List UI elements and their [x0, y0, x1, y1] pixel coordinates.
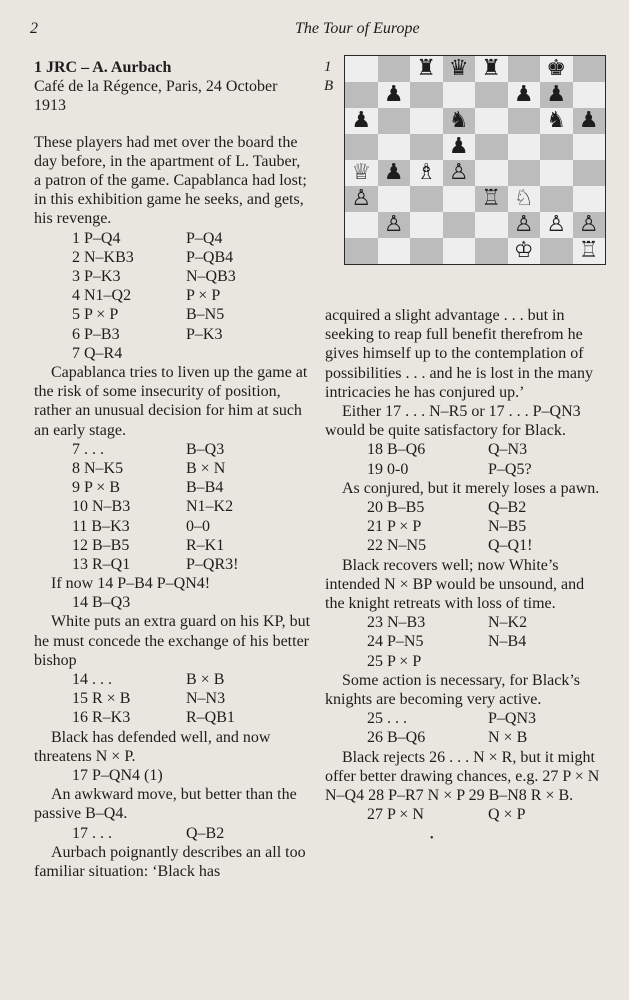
black-move: Q–Q1! — [488, 537, 533, 555]
chess-piece: ♞ — [448, 108, 469, 133]
board-square — [345, 56, 378, 82]
white-move: 8 N–K5 — [72, 459, 124, 477]
white-move: 19 0-0 — [367, 460, 409, 478]
board-square — [540, 186, 573, 212]
move-pair — [34, 325, 311, 344]
board-square — [573, 134, 606, 160]
move-pair — [34, 517, 311, 536]
black-move: Q–N3 — [488, 441, 528, 459]
annotation: An awkward move, but better than the passive B–Q4. — [34, 786, 297, 823]
move-pair — [34, 824, 311, 843]
white-move: 12 B–B5 — [72, 536, 130, 554]
move-pair — [325, 613, 601, 632]
board-square — [573, 160, 606, 186]
white-move: 2 N–KB3 — [72, 248, 134, 266]
board-square — [443, 56, 476, 82]
board-square — [475, 238, 508, 264]
black-move: P–Q4 — [186, 229, 223, 247]
annotation: Black has defended well, and now threatens N × P. — [34, 728, 271, 765]
board-square — [410, 56, 443, 82]
move-pair — [34, 286, 311, 305]
move-pair — [34, 536, 311, 555]
diagram-label — [324, 58, 333, 96]
board-square — [378, 238, 411, 264]
board-square — [378, 160, 411, 186]
page-number: 2 — [30, 20, 38, 37]
printing-mark: • — [430, 833, 434, 844]
annotation: As conjured, but it merely loses a pawn. — [342, 479, 600, 497]
board-square — [475, 82, 508, 108]
white-move: 18 B–Q6 — [367, 441, 426, 459]
board-square — [345, 160, 378, 186]
annotation: Capablanca tries to liven up the game at the risk of some insecurity of position, rather an unusual decision for him at such an early stage. — [34, 363, 308, 439]
chess-piece: ♙ — [351, 186, 372, 211]
chess-piece: ♖ — [578, 238, 599, 263]
board-square — [378, 212, 411, 238]
black-move: Q–B2 — [186, 824, 225, 842]
move-pair — [34, 708, 311, 727]
board-square — [475, 108, 508, 134]
board-square — [443, 212, 476, 238]
move-pair — [34, 478, 311, 497]
board-square — [410, 160, 443, 186]
running-title: The Tour of Europe — [295, 20, 420, 37]
board-square — [345, 186, 378, 212]
black-move: N–N3 — [186, 690, 226, 708]
board-square — [378, 108, 411, 134]
page-header — [30, 20, 599, 46]
move-pair — [34, 497, 311, 516]
move-line: 17 P–QN4 (1) — [72, 767, 163, 785]
chess-piece: ♟ — [351, 108, 372, 133]
chess-piece: ♟ — [383, 160, 404, 185]
move-pair — [34, 555, 311, 574]
black-move: N–B5 — [488, 518, 527, 536]
white-move: 11 B–K3 — [72, 517, 130, 535]
annotation: Aurbach poignantly describes an all too familiar situation: ‘Black has — [34, 843, 306, 881]
chess-piece: ♗ — [416, 160, 437, 185]
white-move: 17 . . . — [72, 824, 112, 842]
board-square — [345, 238, 378, 264]
black-move: B–Q3 — [186, 440, 225, 458]
chess-piece: ♖ — [481, 186, 502, 211]
move-pair — [325, 805, 601, 824]
white-move: 10 N–B3 — [72, 498, 131, 516]
black-move: P–QR3! — [186, 555, 239, 573]
board-square — [508, 82, 541, 108]
white-move: 25 . . . — [367, 710, 407, 728]
board-square — [443, 108, 476, 134]
white-move: 1 P–Q4 — [72, 229, 121, 247]
board-square — [540, 56, 573, 82]
chess-piece: ♜ — [481, 56, 502, 81]
move-pair — [34, 248, 311, 267]
move-line: 7 Q–R4 — [72, 344, 123, 362]
move-pair — [34, 689, 311, 708]
white-move: 7 . . . — [72, 440, 104, 458]
move-pair — [34, 440, 311, 459]
chess-piece: ♞ — [546, 108, 567, 133]
black-move: B–B4 — [186, 479, 224, 497]
chess-piece: ♘ — [513, 186, 534, 211]
chess-piece: ♔ — [513, 238, 534, 263]
chess-piece: ♕ — [351, 160, 372, 185]
board-square — [378, 82, 411, 108]
move-line: 14 B–Q3 — [72, 594, 131, 612]
chess-piece: ♙ — [513, 212, 534, 237]
black-move: Q–B2 — [488, 499, 527, 516]
chess-piece: ♟ — [383, 82, 404, 107]
board-square — [443, 238, 476, 264]
move-pair — [325, 536, 601, 555]
move-pair — [325, 517, 601, 536]
chess-piece: ♙ — [578, 212, 599, 237]
white-move: 4 N1–Q2 — [72, 287, 132, 305]
board-square — [573, 238, 606, 264]
right-column — [325, 306, 601, 824]
board-square — [475, 186, 508, 212]
board-square — [378, 134, 411, 160]
black-move: P–Q5? — [488, 460, 532, 478]
black-move: P × P — [186, 287, 221, 305]
chess-diagram — [344, 55, 606, 265]
black-move: 0–0 — [186, 517, 210, 535]
white-move: 5 P × P — [72, 306, 119, 324]
board-square — [410, 238, 443, 264]
board-square — [443, 186, 476, 212]
white-move: 24 P–N5 — [367, 633, 424, 651]
white-move: 20 B–B5 — [367, 499, 425, 516]
board-square — [410, 212, 443, 238]
board-square — [345, 108, 378, 134]
board-square — [508, 134, 541, 160]
board-square — [573, 82, 606, 108]
white-move: 15 R × B — [72, 690, 131, 708]
white-move: 16 R–K3 — [72, 709, 131, 727]
board-square — [443, 134, 476, 160]
chess-piece: ♜ — [416, 56, 437, 81]
chess-piece: ♙ — [546, 212, 567, 237]
chess-piece: ♛ — [448, 56, 469, 81]
board-square — [378, 186, 411, 212]
board-square — [540, 108, 573, 134]
white-move: 9 P × B — [72, 479, 120, 497]
board-square — [410, 82, 443, 108]
black-move: B × N — [186, 459, 226, 477]
board-square — [508, 212, 541, 238]
board-square — [540, 134, 573, 160]
black-move: N–B4 — [488, 633, 527, 651]
black-move: P–QB4 — [186, 248, 234, 266]
game-intro: These players had met over the board the day before, in the apartment of L. Tauber, a patron of the game. Capablanca had lost; in this exhibition game he seeks, and gets, his revenge. — [34, 133, 307, 228]
chess-piece: ♟ — [578, 108, 599, 133]
board-square — [540, 212, 573, 238]
move-pair — [34, 670, 311, 689]
chess-piece: ♙ — [448, 160, 469, 185]
board-square — [378, 56, 411, 82]
board-square — [345, 212, 378, 238]
black-move: B–N5 — [186, 306, 225, 324]
board-square — [508, 238, 541, 264]
move-line: 25 P × P — [367, 652, 422, 670]
white-move: 23 N–B3 — [367, 614, 426, 632]
move-pair — [325, 498, 601, 517]
board-square — [573, 212, 606, 238]
annotation: White puts an extra guard on his KP, but he must concede the exchange of his better bishop — [34, 613, 311, 669]
white-move: 27 P × N — [367, 806, 424, 824]
board-square — [410, 186, 443, 212]
move-pair — [325, 460, 601, 479]
diagram-side-to-move: B — [324, 78, 334, 94]
move-pair — [34, 305, 311, 324]
chess-piece: ♟ — [546, 82, 567, 107]
game-title: 1 JRC – A. Aurbach — [34, 59, 172, 76]
move-pair — [34, 229, 311, 248]
white-move: 6 P–B3 — [72, 325, 120, 343]
board-square — [345, 134, 378, 160]
chess-piece: ♙ — [383, 212, 404, 237]
game-venue: Café de la Régence, Paris, 24 October 1913 — [34, 78, 278, 115]
black-move: N1–K2 — [186, 498, 234, 516]
move-pair — [325, 728, 601, 747]
white-move: 3 P–K3 — [72, 268, 121, 285]
white-move: 26 B–Q6 — [367, 729, 426, 747]
board-square — [540, 82, 573, 108]
annotation: Black rejects 26 . . . N × R, but it might offer better drawing chances, e.g. 27 P × N N–Q4 28 P–R7 N × P 29 B–N8 R × B. — [325, 748, 600, 804]
annotation: If now 14 P–B4 P–QN4! — [51, 575, 211, 593]
board-square — [508, 186, 541, 212]
board-square — [345, 82, 378, 108]
move-pair — [325, 709, 601, 728]
black-move: B × B — [186, 671, 225, 689]
left-column — [34, 58, 311, 881]
black-move: P–K3 — [186, 325, 223, 343]
black-move: N–QB3 — [186, 268, 236, 285]
move-pair — [34, 459, 311, 478]
board-square — [508, 56, 541, 82]
black-move: Q × P — [488, 806, 526, 824]
black-move: P–QN3 — [488, 710, 537, 728]
annotation: Either 17 . . . N–R5 or 17 . . . P–QN3 would be quite satisfactory for Black. — [325, 403, 581, 440]
board-square — [410, 134, 443, 160]
board-square — [573, 56, 606, 82]
chess-piece: ♚ — [546, 56, 567, 81]
board-square — [508, 160, 541, 186]
white-move: 13 R–Q1 — [72, 555, 131, 573]
chess-piece: ♟ — [513, 82, 534, 107]
diagram-number: 1 — [324, 59, 332, 75]
board-square — [540, 238, 573, 264]
board-square — [475, 160, 508, 186]
move-pair — [34, 267, 311, 286]
board-square — [443, 160, 476, 186]
board-square — [475, 56, 508, 82]
annotation: Black recovers well; now White’s intended N × BP would be unsound, and the knight retreats with loss of time. — [325, 556, 585, 612]
black-move: N × B — [488, 729, 528, 747]
board-square — [475, 134, 508, 160]
black-move: R–QB1 — [186, 709, 235, 727]
board-square — [443, 82, 476, 108]
white-move: 22 N–N5 — [367, 537, 427, 555]
annotation: Some action is necessary, for Black’s knights are becoming very active. — [325, 671, 581, 708]
board-square — [573, 186, 606, 212]
chess-piece: ♟ — [448, 134, 469, 159]
move-pair — [325, 440, 601, 459]
annotation: acquired a slight advantage . . . but in seeking to reap full benefit therefrom he gives himself up to the contemplation of possibilities . . . and he is lost in the many intricacies he has conjured up.’ — [325, 307, 593, 401]
board-square — [475, 212, 508, 238]
board-square — [573, 108, 606, 134]
board-square — [540, 160, 573, 186]
black-move: N–K2 — [488, 614, 528, 632]
move-pair — [325, 632, 601, 651]
board-square — [410, 108, 443, 134]
white-move: 14 . . . — [72, 671, 112, 689]
white-move: 21 P × P — [367, 518, 422, 536]
board-square — [508, 108, 541, 134]
black-move: R–K1 — [186, 536, 225, 554]
